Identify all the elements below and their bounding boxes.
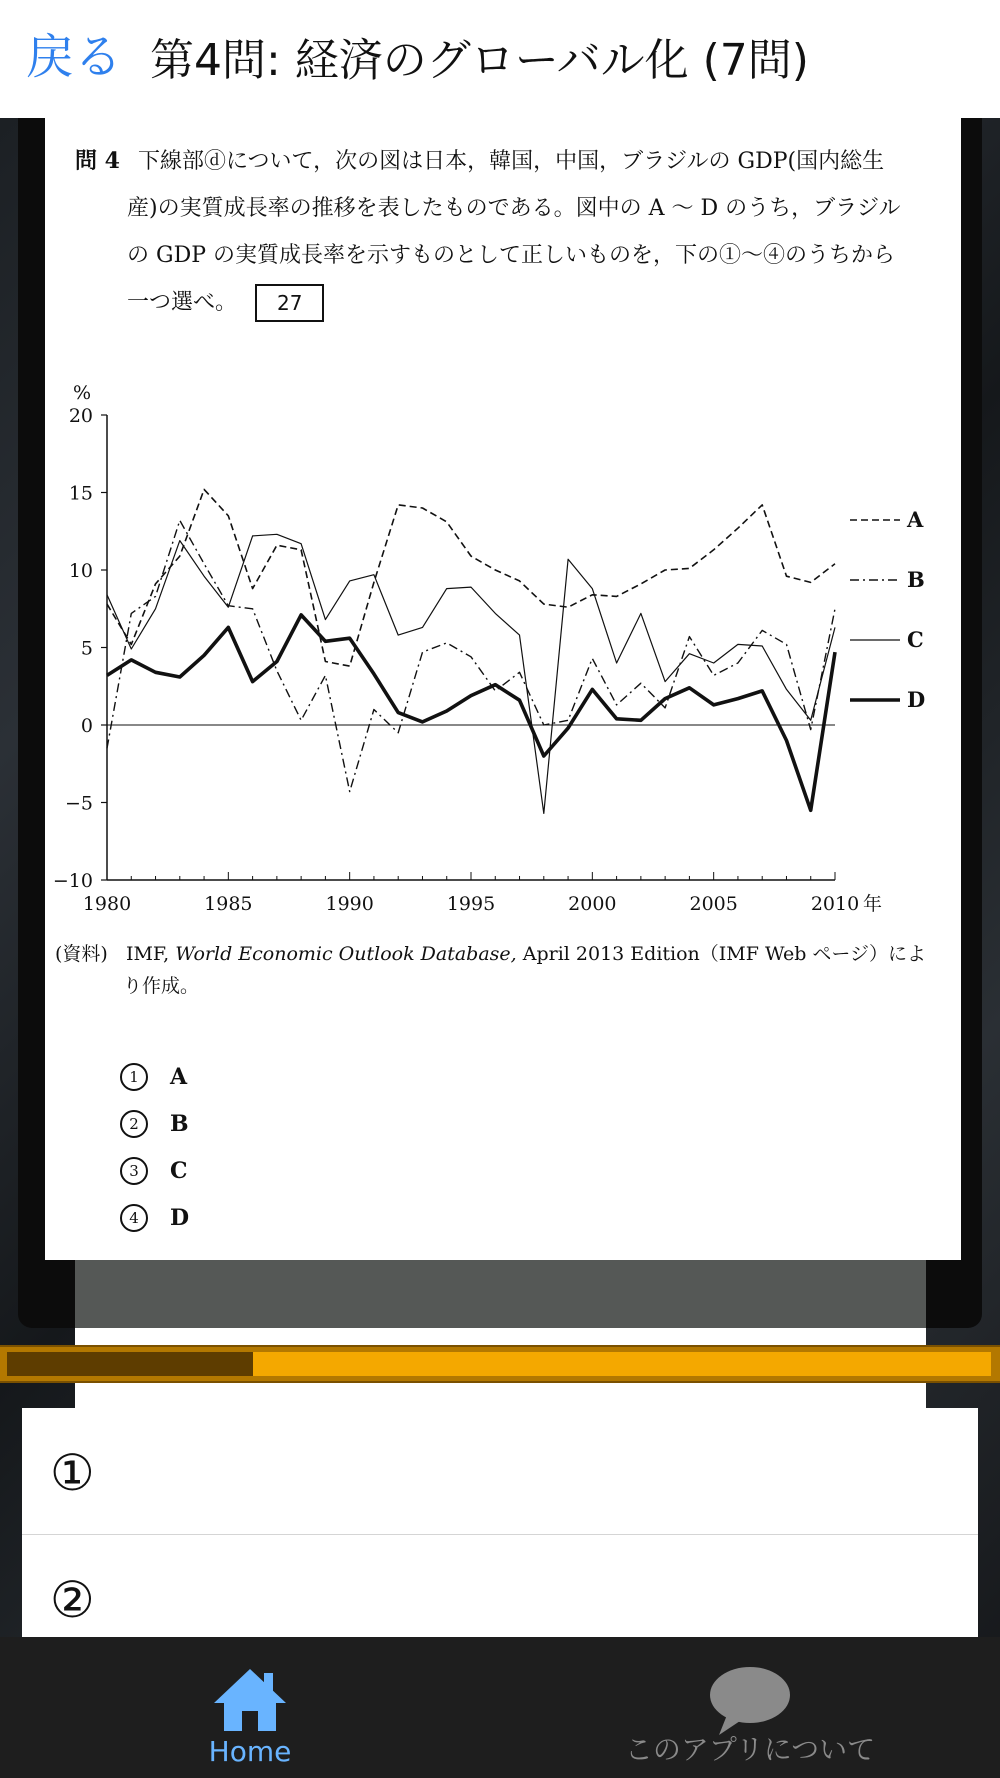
page-title: 第4問: 経済のグローバル化 (7問) bbox=[150, 35, 809, 86]
source-line-2: り作成。 bbox=[123, 975, 200, 997]
question-number: 問 4 bbox=[75, 148, 120, 174]
choice-1 bbox=[120, 1053, 189, 1100]
source-title: World Economic Outlook Database, bbox=[175, 943, 517, 965]
choice-label: D bbox=[170, 1204, 190, 1231]
bottom-tab-bar bbox=[0, 1637, 1000, 1778]
answer-option-1[interactable] bbox=[22, 1408, 978, 1535]
question-line-3: の GDP の実質成長率を示すものとして正しいものを，下の①～④のうちから bbox=[127, 243, 896, 268]
image-bottom-strip bbox=[75, 1260, 926, 1328]
y-tick-label: 10 bbox=[68, 560, 93, 582]
series-line-b bbox=[107, 520, 835, 791]
legend-label-b: B bbox=[907, 567, 925, 592]
choice-label: A bbox=[170, 1063, 188, 1090]
y-tick-label: 15 bbox=[68, 482, 93, 505]
choice-number: 3 bbox=[120, 1157, 148, 1185]
x-tick-label: 2010 bbox=[810, 893, 860, 915]
tab-about[interactable] bbox=[500, 1637, 1000, 1778]
source-note bbox=[55, 938, 945, 1002]
y-tick-label: −5 bbox=[64, 792, 93, 815]
answer-list bbox=[22, 1408, 978, 1662]
progress-bar bbox=[0, 1345, 1000, 1383]
legend-label-d: D bbox=[907, 687, 926, 712]
legend-label-c: C bbox=[907, 627, 924, 652]
question-image bbox=[45, 118, 961, 1260]
series-line-d bbox=[107, 615, 835, 810]
y-tick-label: 0 bbox=[80, 715, 93, 737]
question-line-2: 産)の実質成長率の推移を表したものである。図中の A ～ D のうち，ブラジル bbox=[127, 196, 901, 221]
y-tick-label: −10 bbox=[52, 870, 93, 892]
gdp-growth-chart bbox=[45, 368, 961, 928]
legend-label-a: A bbox=[907, 507, 924, 532]
x-tick-label: 1990 bbox=[325, 893, 374, 915]
x-tick-label: 1985 bbox=[204, 893, 253, 915]
tab-home[interactable] bbox=[0, 1637, 500, 1778]
x-tick-label: 2005 bbox=[689, 893, 738, 915]
question-line-1: 下線部ⓓについて，次の図は日本，韓国，中国，ブラジルの GDP(国内総生 bbox=[137, 149, 885, 174]
y-tick-label: 5 bbox=[80, 637, 93, 660]
tab-home-label: Home bbox=[208, 1735, 292, 1768]
x-axis-label: 年 bbox=[863, 893, 883, 915]
answer-option-label: ② bbox=[50, 1571, 95, 1629]
progress-fill bbox=[7, 1352, 253, 1376]
question-line-4: 一つ選べ。 bbox=[127, 290, 238, 315]
choice-label: B bbox=[170, 1110, 189, 1137]
choice-3 bbox=[120, 1147, 189, 1194]
x-tick-label: 1995 bbox=[446, 893, 496, 915]
answer-option-label: ① bbox=[50, 1444, 95, 1502]
source-rest: April 2013 Edition（IMF Web ページ）によ bbox=[522, 943, 927, 965]
y-tick-label: 20 bbox=[68, 405, 93, 427]
progress-track bbox=[7, 1352, 991, 1376]
series-line-c bbox=[107, 534, 835, 813]
tab-about-label: このアプリについて bbox=[624, 1733, 876, 1766]
choice-number: 1 bbox=[120, 1063, 148, 1091]
y-axis-label: % bbox=[73, 382, 92, 404]
choice-2 bbox=[120, 1100, 189, 1147]
back-button[interactable]: 戻る bbox=[26, 29, 123, 85]
choice-list bbox=[120, 1053, 189, 1241]
choice-number: 4 bbox=[120, 1204, 148, 1232]
choice-number: 2 bbox=[120, 1110, 148, 1138]
source-author: IMF, bbox=[125, 943, 170, 965]
answer-number-box: 27 bbox=[255, 284, 324, 322]
question-text bbox=[75, 138, 935, 326]
x-tick-label: 1980 bbox=[82, 893, 132, 915]
choice-4 bbox=[120, 1194, 189, 1241]
source-prefix: (資料) bbox=[55, 943, 108, 965]
choice-label: C bbox=[170, 1157, 188, 1184]
home-icon bbox=[210, 1665, 290, 1735]
header-bar bbox=[0, 0, 1000, 119]
x-tick-label: 2000 bbox=[568, 893, 617, 915]
